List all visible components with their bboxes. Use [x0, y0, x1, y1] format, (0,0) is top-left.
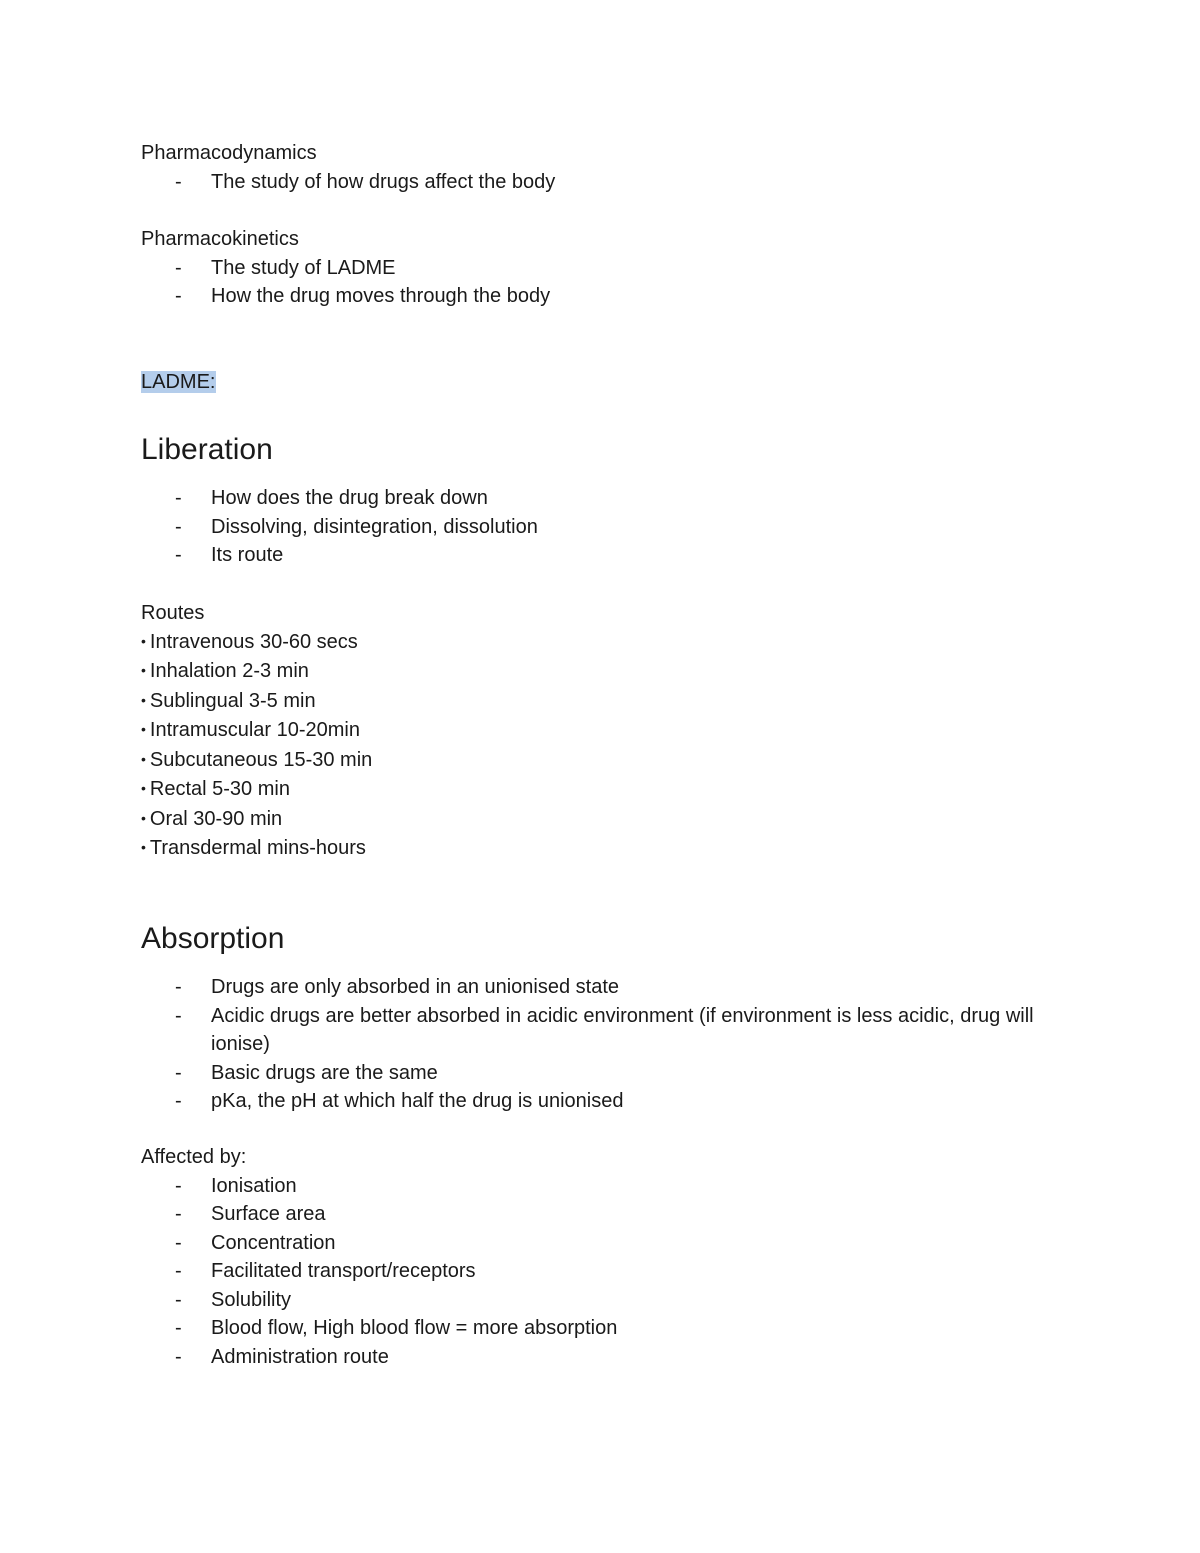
list-item: - Blood flow, High blood flow = more absorption	[141, 1314, 1041, 1343]
list-item: - Concentration	[141, 1229, 1041, 1258]
routes-title: Routes	[141, 602, 205, 624]
routes-list	[141, 628, 1041, 864]
list-item: • Inhalation 2-3 min	[141, 660, 309, 682]
list-item: - Surface area	[141, 1200, 1041, 1229]
affected-by-section	[141, 1143, 1041, 1371]
dash-marker: -	[175, 1260, 182, 1282]
pharmacodynamics-list	[141, 168, 1041, 197]
routes-section	[141, 599, 1041, 864]
pharmacokinetics-title: Pharmacokinetics	[141, 228, 299, 250]
dash-marker: -	[175, 1174, 182, 1197]
list-item: - Its route	[141, 541, 1041, 570]
affected-by-list	[141, 1172, 1041, 1372]
bullet-marker: •	[141, 662, 146, 678]
pharmacokinetics-list	[141, 254, 1041, 311]
ladme-label[interactable]: LADME:	[141, 371, 216, 393]
pharmacodynamics-title: Pharmacodynamics	[141, 142, 317, 164]
list-item: - Facilitated transport/receptors	[141, 1257, 1041, 1286]
dash-marker: -	[175, 1317, 182, 1339]
list-item: • Intramuscular 10-20min	[141, 719, 360, 741]
ladme-label-block	[141, 368, 1041, 397]
list-item: • Intravenous 30-60 secs	[141, 630, 358, 653]
dash-marker: -	[175, 1345, 182, 1368]
dash-marker: -	[175, 1061, 182, 1084]
dash-marker: -	[175, 544, 182, 566]
bullet-marker: •	[141, 691, 146, 708]
dash-marker: -	[175, 1288, 182, 1311]
list-item: • Transdermal mins-hours	[141, 837, 366, 859]
dash-marker: -	[175, 487, 182, 509]
bullet-marker: •	[141, 721, 146, 737]
list-item: - The study of how drugs affect the body	[141, 168, 1041, 197]
absorption-heading: Absorption	[141, 922, 285, 955]
list-item: - Ionisation	[141, 1172, 1041, 1201]
list-item: • Subcutaneous 15-30 min	[141, 748, 373, 771]
bullet-marker: •	[141, 780, 146, 796]
list-item: - How does the drug break down	[141, 484, 1041, 513]
bullet-marker: •	[141, 839, 146, 855]
list-item: • Oral 30-90 min	[141, 807, 283, 830]
liberation-heading: Liberation	[141, 433, 273, 466]
bullet-marker: •	[141, 632, 146, 649]
dash-marker: -	[175, 170, 182, 193]
list-item: - The study of LADME	[141, 254, 1041, 283]
list-item: - Administration route	[141, 1343, 1041, 1372]
dash-marker: -	[175, 976, 182, 998]
dash-marker: -	[175, 1004, 182, 1027]
dash-marker: -	[175, 1231, 182, 1254]
list-item: • Rectal 5-30 min	[141, 778, 290, 800]
bullet-marker: •	[141, 750, 146, 767]
list-item: - pKa, the pH at which half the drug is unionised	[141, 1087, 1041, 1116]
liberation-section	[141, 484, 1041, 570]
dash-marker: -	[175, 285, 182, 307]
list-item: - Dissolving, disintegration, dissolution	[141, 513, 1041, 542]
list-item: - Basic drugs are the same	[141, 1059, 1041, 1088]
list-item: • Sublingual 3-5 min	[141, 689, 316, 712]
list-item: - How the drug moves through the body	[141, 282, 1041, 311]
list-item: - Acidic drugs are better absorbed in acidic environment (if environment is less acidic, drug will ionise)	[141, 1002, 1041, 1059]
liberation-list	[141, 484, 1041, 570]
list-item: - Solubility	[141, 1286, 1041, 1315]
pharmacodynamics-section	[141, 139, 1041, 196]
dash-marker: -	[175, 515, 182, 538]
absorption-list	[141, 973, 1041, 1116]
dash-marker: -	[175, 1090, 182, 1112]
list-item: - Drugs are only absorbed in an unionised state	[141, 973, 1041, 1002]
pharmacokinetics-section	[141, 225, 1041, 311]
bullet-marker: •	[141, 809, 146, 826]
dash-marker: -	[175, 256, 182, 279]
affected-by-title: Affected by:	[141, 1146, 247, 1168]
absorption-section	[141, 973, 1041, 1116]
dash-marker: -	[175, 1203, 182, 1225]
